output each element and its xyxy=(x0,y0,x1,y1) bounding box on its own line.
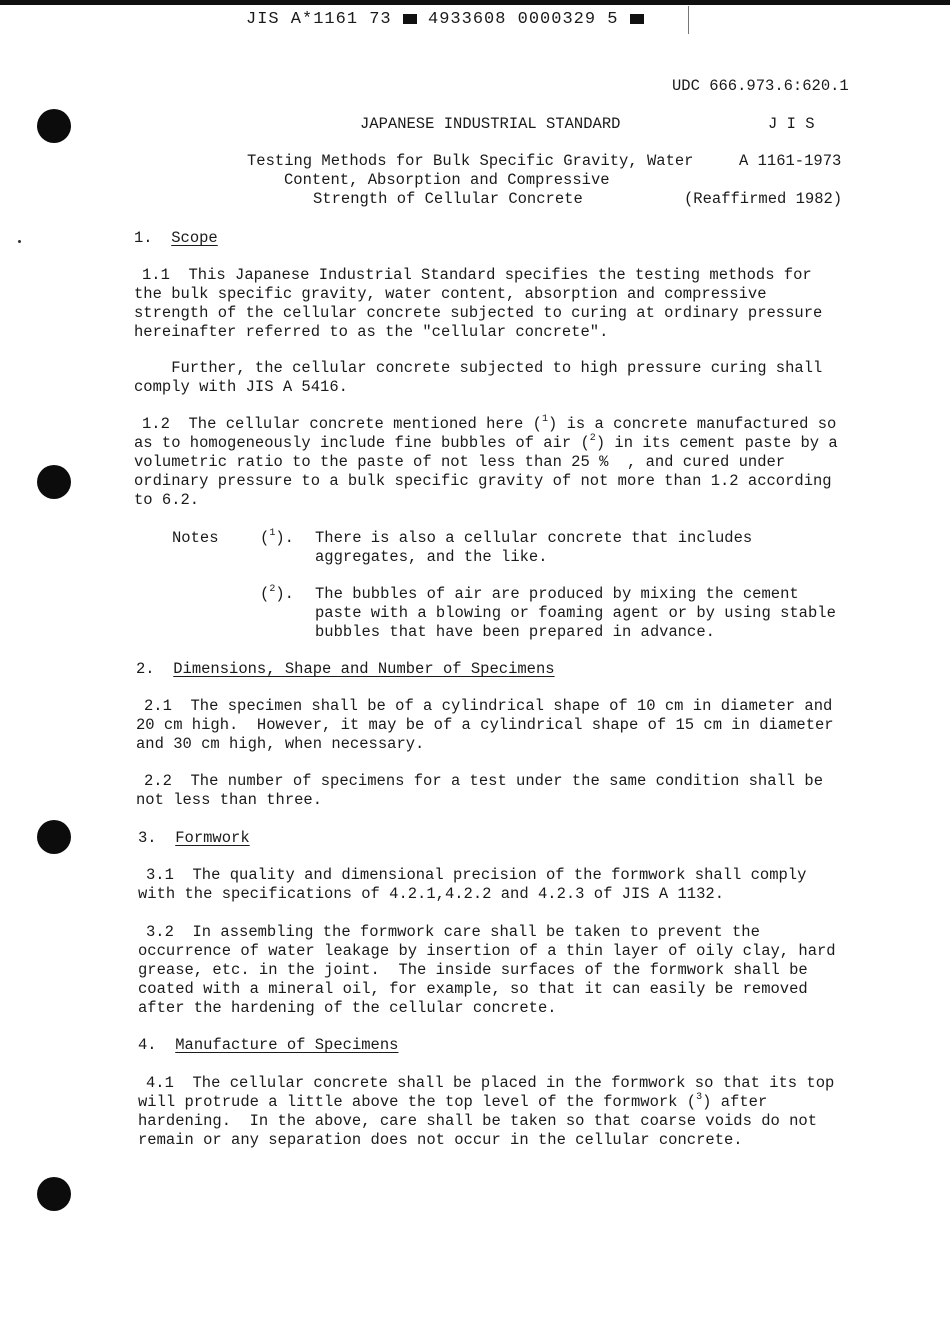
header-code: JIS A*1161 73 4933608 0000329 5 xyxy=(246,10,644,29)
binder-hole xyxy=(37,109,71,143)
section-heading-manufacture: 4. Manufacture of Specimens xyxy=(138,1036,399,1054)
code-block-mark xyxy=(630,14,644,24)
jis-mark: J I S xyxy=(768,115,815,133)
binder-hole xyxy=(37,1177,71,1211)
paragraph-1-2: 1.2 The cellular concrete mentioned here ($^1$) is a concrete manufactured so as to homogeneously include fine bubbles of air ($^2$) in its cement paste by a volumetric ratio to the paste of not less than 25 % , and cured under ordinary pressure to a bulk specific gravity of not more than 1.2 according to 6.2. xyxy=(134,413,838,509)
paragraph-2-1: 2.1 The specimen shall be of a cylindrical shape of 10 cm in diameter and 20 cm high. However, it may be of a cylindrical shape of 15 cm in diameter and 30 cm high, when necessary. xyxy=(136,697,834,753)
scan-speck xyxy=(18,240,21,243)
standard-number: A 1161-1973 xyxy=(739,152,842,170)
paragraph-3-1: 3.1 The quality and dimensional precision of the formwork shall comply with the specifications of 4.2.1,4.2.2 and 4.2.3 of JIS A 1132. xyxy=(138,866,807,903)
binder-hole xyxy=(37,465,71,499)
doc-title-line: Content, Absorption and Compressive xyxy=(284,171,610,189)
udc-number: UDC 666.973.6:620.1 xyxy=(672,77,849,95)
doc-title-line: Strength of Cellular Concrete xyxy=(313,190,583,208)
note-1-text: There is also a cellular concrete that includes aggregates, and the like. xyxy=(315,529,753,566)
standard-title: JAPANESE INDUSTRIAL STANDARD xyxy=(360,115,621,133)
doc-title-line: Testing Methods for Bulk Specific Gravity, Water xyxy=(247,152,694,170)
paragraph-1-1: 1.1 This Japanese Industrial Standard specifies the testing methods for the bulk specific gravity, water content, absorption and compressive strength of the cellular concrete subjected to curing at ordinary pressure hereinafter referred to as the "cellular concrete". xyxy=(134,266,823,341)
paragraph-4-1: 4.1 The cellular concrete shall be placed in the formwork so that its top will protrude a little above the top level of the formwork ($^3$) after hardening. In the above, care shall be taken so that coarse voids do not remain or any separation does not occur in the cellular concrete. xyxy=(138,1074,835,1149)
paragraph-3-2: 3.2 In assembling the formwork care shall be taken to prevent the occurrence of water leakage by insertion of a thin layer of oily clay, hard grease, etc. in the joint. The inside surfaces of the formwork shall be coated with a mineral oil, for example, so that it can easily be removed after the hardening of the cellular concrete. xyxy=(138,923,836,1017)
section-heading-dimensions: 2. Dimensions, Shape and Number of Specimens xyxy=(136,660,555,678)
paragraph-1-1-further: Further, the cellular concrete subjected to high pressure curing shall comply with JIS A 5416. xyxy=(134,359,823,396)
code-block-mark xyxy=(403,14,417,24)
reaffirmed-note: (Reaffirmed 1982) xyxy=(684,190,843,208)
section-heading-formwork: 3. Formwork xyxy=(138,829,250,847)
note-1-marker: ($^1$). xyxy=(260,527,294,547)
note-2-marker: ($^2$). xyxy=(260,583,294,603)
scan-top-edge xyxy=(0,0,950,5)
notes-label: Notes xyxy=(172,529,219,547)
section-heading-scope: 1. Scope xyxy=(134,229,218,247)
paragraph-2-2: 2.2 The number of specimens for a test under the same condition shall be not less than three. xyxy=(136,772,824,809)
binder-hole xyxy=(37,820,71,854)
note-2-text: The bubbles of air are produced by mixing the cement paste with a blowing or foaming agent or by using stable bubbles that have been prepared in advance. xyxy=(315,585,836,641)
